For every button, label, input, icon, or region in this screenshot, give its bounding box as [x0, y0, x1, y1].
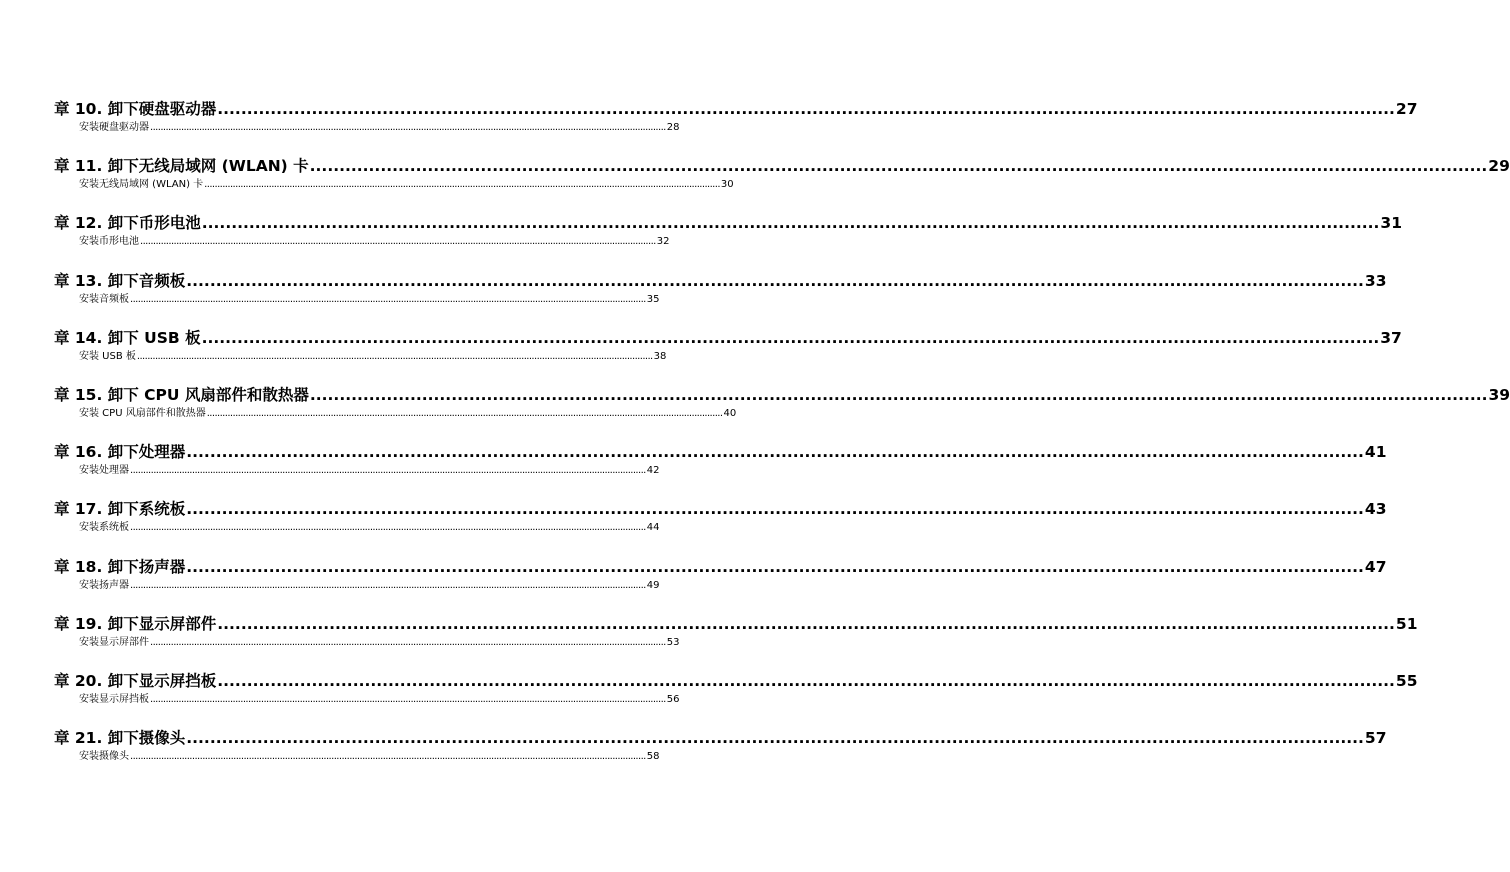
section-title: 安装系统板 — [79, 522, 129, 534]
chapter-title: 章 20. 卸下显示屏挡板 — [54, 671, 217, 690]
chapter-title: 章 12. 卸下币形电池 — [54, 214, 201, 233]
toc-chapter — [54, 214, 1402, 271]
section-page-number: 53 — [666, 636, 680, 648]
section-title: 安装无线局域网 (WLAN) 卡 — [79, 179, 204, 191]
section-title: 安装硬盘驱动器 — [79, 122, 149, 133]
dot-leader: ........................................................................................................................................................................................................ — [201, 328, 1380, 347]
toc-section-entry[interactable] — [54, 521, 660, 535]
toc-section-entry[interactable] — [54, 579, 660, 593]
section-page-number: 42 — [646, 465, 660, 477]
chapter-page-number: 41 — [1364, 443, 1387, 462]
dot-leader: ........................................................................................................................................................................................................ — [186, 557, 1364, 576]
toc-section-entry[interactable] — [54, 750, 660, 764]
dot-leader: ........................................................................................................................................................................................................ — [150, 693, 666, 705]
toc-chapter — [54, 157, 1510, 214]
toc-chapter-entry[interactable] — [54, 214, 1402, 233]
toc-chapter-entry[interactable] — [54, 328, 1402, 348]
dot-leader: ........................................................................................................................................................................................................ — [309, 385, 1488, 404]
chapter-title: 章 15. 卸下 CPU 风扇部件和散热器 — [54, 385, 309, 404]
chapter-page-number: 37 — [1380, 328, 1402, 347]
toc-chapter-entry[interactable] — [54, 729, 1387, 748]
toc-chapter-entry[interactable] — [54, 500, 1387, 519]
toc-chapter-entry[interactable] — [54, 157, 1510, 176]
section-page-number: 49 — [646, 579, 660, 591]
toc-chapter — [54, 385, 1510, 443]
toc-chapter-entry[interactable] — [54, 614, 1418, 634]
chapter-title: 章 16. 卸下处理器 — [54, 443, 186, 462]
chapter-title: 章 13. 卸下音频板 — [54, 271, 186, 290]
dot-leader: ........................................................................................................................................................................................................ — [186, 443, 1364, 462]
section-page-number: 38 — [653, 350, 667, 362]
toc-section-entry[interactable] — [54, 636, 680, 650]
toc-chapter — [54, 443, 1387, 500]
section-title: 安装显示屏挡板 — [79, 693, 149, 705]
chapter-page-number: 57 — [1364, 729, 1387, 748]
toc-section-entry[interactable] — [54, 407, 737, 421]
toc-chapter — [54, 500, 1387, 557]
toc-section-entry[interactable] — [54, 235, 670, 249]
dot-leader: ........................................................................................................................................................................................................ — [136, 350, 653, 362]
dot-leader: ........................................................................................................................................................................................................ — [186, 729, 1364, 748]
dot-leader: ........................................................................................................................................................................................................ — [150, 636, 666, 648]
dot-leader: ........................................................................................................................................................................................................ — [130, 751, 646, 763]
chapter-title: 章 11. 卸下无线局域网 (WLAN) 卡 — [54, 157, 309, 176]
dot-leader: ........................................................................................................................................................................................................ — [217, 671, 1395, 690]
toc-section-entry[interactable] — [54, 121, 680, 135]
dot-leader: ........................................................................................................................................................................................................ — [140, 236, 656, 248]
dot-leader: ........................................................................................................................................................................................................ — [217, 100, 1395, 118]
section-page-number: 44 — [646, 522, 660, 534]
dot-leader: ........................................................................................................................................................................................................ — [150, 122, 666, 133]
chapter-page-number: 51 — [1395, 614, 1418, 633]
section-title: 安装 CPU 风扇部件和散热器 — [79, 407, 206, 419]
toc-chapter — [54, 557, 1387, 615]
section-title: 安装摄像头 — [79, 751, 129, 763]
section-page-number: 30 — [720, 179, 734, 191]
section-title: 安装扬声器 — [79, 579, 129, 591]
toc-section-entry[interactable] — [54, 350, 667, 364]
chapter-title: 章 10. 卸下硬盘驱动器 — [54, 100, 217, 118]
section-page-number: 40 — [723, 407, 737, 419]
toc-chapter — [54, 271, 1387, 329]
dot-leader: ........................................................................................................................................................................................................ — [186, 500, 1364, 519]
chapter-page-number: 33 — [1364, 271, 1387, 290]
chapter-title: 章 17. 卸下系统板 — [54, 500, 186, 519]
chapter-page-number: 27 — [1395, 100, 1418, 118]
chapter-page-number: 43 — [1364, 500, 1387, 519]
dot-leader: ........................................................................................................................................................................................................ — [204, 179, 720, 191]
dot-leader: ........................................................................................................................................................................................................ — [130, 522, 646, 534]
section-page-number: 35 — [646, 293, 660, 305]
section-page-number: 32 — [656, 236, 670, 248]
section-title: 安装 USB 板 — [79, 350, 136, 362]
chapter-title: 章 19. 卸下显示屏部件 — [54, 614, 217, 633]
toc-chapter-entry[interactable] — [54, 443, 1387, 462]
chapter-title: 章 18. 卸下扬声器 — [54, 557, 186, 576]
section-page-number: 28 — [666, 122, 680, 133]
section-page-number: 56 — [666, 693, 680, 705]
section-page-number: 58 — [646, 751, 660, 763]
toc-chapter — [54, 100, 1418, 157]
toc-section-entry[interactable] — [54, 293, 660, 307]
chapter-title: 章 21. 卸下摄像头 — [54, 729, 186, 748]
dot-leader: ........................................................................................................................................................................................................ — [130, 293, 646, 305]
chapter-page-number: 47 — [1364, 557, 1387, 576]
toc-chapter — [54, 328, 1402, 386]
dot-leader: ........................................................................................................................................................................................................ — [206, 407, 723, 419]
chapter-title: 章 14. 卸下 USB 板 — [54, 328, 201, 347]
section-title: 安装显示屏部件 — [79, 636, 149, 648]
section-title: 安装音频板 — [79, 293, 129, 305]
section-title: 安装币形电池 — [79, 236, 139, 248]
table-of-contents — [54, 100, 1510, 786]
dot-leader: ........................................................................................................................................................................................................ — [130, 579, 646, 591]
toc-chapter — [54, 729, 1387, 786]
toc-section-entry[interactable] — [54, 464, 660, 478]
chapter-page-number: 55 — [1395, 671, 1418, 690]
toc-chapter-entry[interactable] — [54, 557, 1387, 577]
chapter-page-number: 39 — [1488, 385, 1510, 404]
dot-leader: ........................................................................................................................................................................................................ — [217, 614, 1395, 633]
dot-leader: ........................................................................................................................................................................................................ — [130, 465, 646, 477]
toc-section-entry[interactable] — [54, 178, 734, 192]
toc-chapter-entry[interactable] — [54, 385, 1510, 405]
dot-leader: ........................................................................................................................................................................................................ — [201, 214, 1380, 233]
toc-chapter — [54, 614, 1418, 672]
section-title: 安装处理器 — [79, 465, 129, 477]
toc-chapter — [54, 671, 1418, 729]
chapter-page-number: 31 — [1380, 214, 1402, 233]
dot-leader: ........................................................................................................................................................................................................ — [309, 157, 1488, 176]
toc-section-entry[interactable] — [54, 693, 680, 707]
toc-chapter-entry[interactable] — [54, 671, 1418, 691]
toc-chapter-entry[interactable] — [54, 100, 1418, 119]
toc-chapter-entry[interactable] — [54, 271, 1387, 291]
dot-leader: ........................................................................................................................................................................................................ — [186, 271, 1364, 290]
chapter-page-number: 29 — [1488, 157, 1510, 176]
